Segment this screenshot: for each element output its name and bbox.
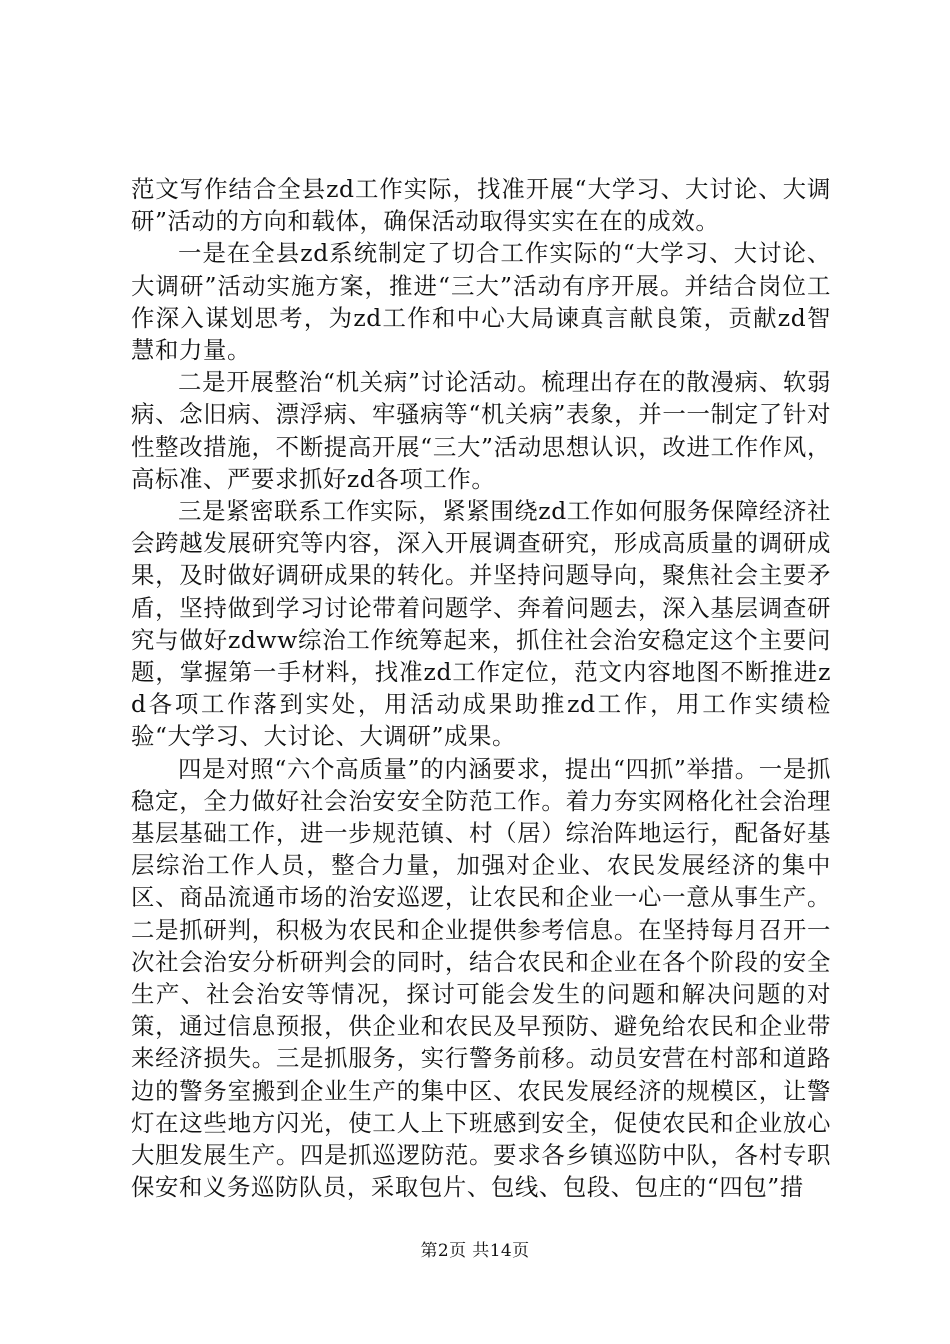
paragraph-intro: 范文写作结合全县zd工作实际，找准开展“大学习、大讨论、大调研”活动的方向和载体，确保活动取得实实在在的成效。 (131, 175, 831, 236)
paragraph-item-2: 二是开展整治“机关病”讨论活动。梳理出存在的散漫病、软弱病、念旧病、漂浮病、牢骚病等“机关病”表象，并一一制定了针对性整改措施，不断提高开展“三大”活动思想认识，改进工作作风，高标准、严要求抓好zd各项工作。 (131, 368, 831, 493)
paragraph-item-1: 一是在全县zd系统制定了切合工作实际的“大学习、大讨论、大调研”活动实施方案，推进“三大”活动有序开展。并结合岗位工作深入谋划思考，为zd工作和中心大局谏真言献良策，贡献zd智慧和力量。 (131, 239, 831, 365)
page-number-footer: 第2页 共14页 (420, 1241, 530, 1261)
paragraph-item-4: 四是对照“六个高质量”的内涵要求，提出“四抓”举措。一是抓稳定，全力做好社会治安安全防范工作。着力夯实网格化社会治理基层基础工作，进一步规范镇、村（居）综治阵地运行，配备好基层综治工作人员，整合力量，加强对企业、农民发展经济的集中区、商品流通市场的治安巡逻，让农民和企业一心一意从事生产。二是抓研判，积极为农民和企业提供参考信息。在坚持每月召开一次社会治安分析研判会的同时，结合农民和企业在各个阶段的安全生产、社会治安等情况，探讨可能会发生的问题和解决问题的对策，通过信息预报，供企业和农民及早预防、避免给农民和企业带来经济损失。三是抓服务，实行警务前移。动员安营在村部和道路边的警务室搬到企业生产的集中区、农民发展经济的规模区，让警灯在这些地方闪光，使工人上下班感到安全，促使农民和企业放心大胆发展生产。四是抓巡逻防范。要求各乡镇巡防中队，各村专职保安和义务巡防队员，采取包片、包线、包段、包庄的“四包”措 (131, 754, 831, 1202)
paragraph-item-3: 三是紧密联系工作实际，紧紧围绕zd工作如何服务保障经济社会跨越发展研究等内容，深入开展调查研究，形成高质量的调研成果，及时做好调研成果的转化。并坚持问题导向，聚焦社会主要矛盾，坚持做到学习讨论带着问题学、奔着问题去，深入基层调查研究与做好zdww综治工作统筹起来，抓住社会治安稳定这个主要问题，掌握第一手材料，找准zd工作定位，范文内容地图不断推进zd各项工作落到实处，用活动成果助推zd工作，用工作实绩检验“大学习、大讨论、大调研”成果。 (131, 497, 831, 751)
document-body (131, 173, 831, 1204)
